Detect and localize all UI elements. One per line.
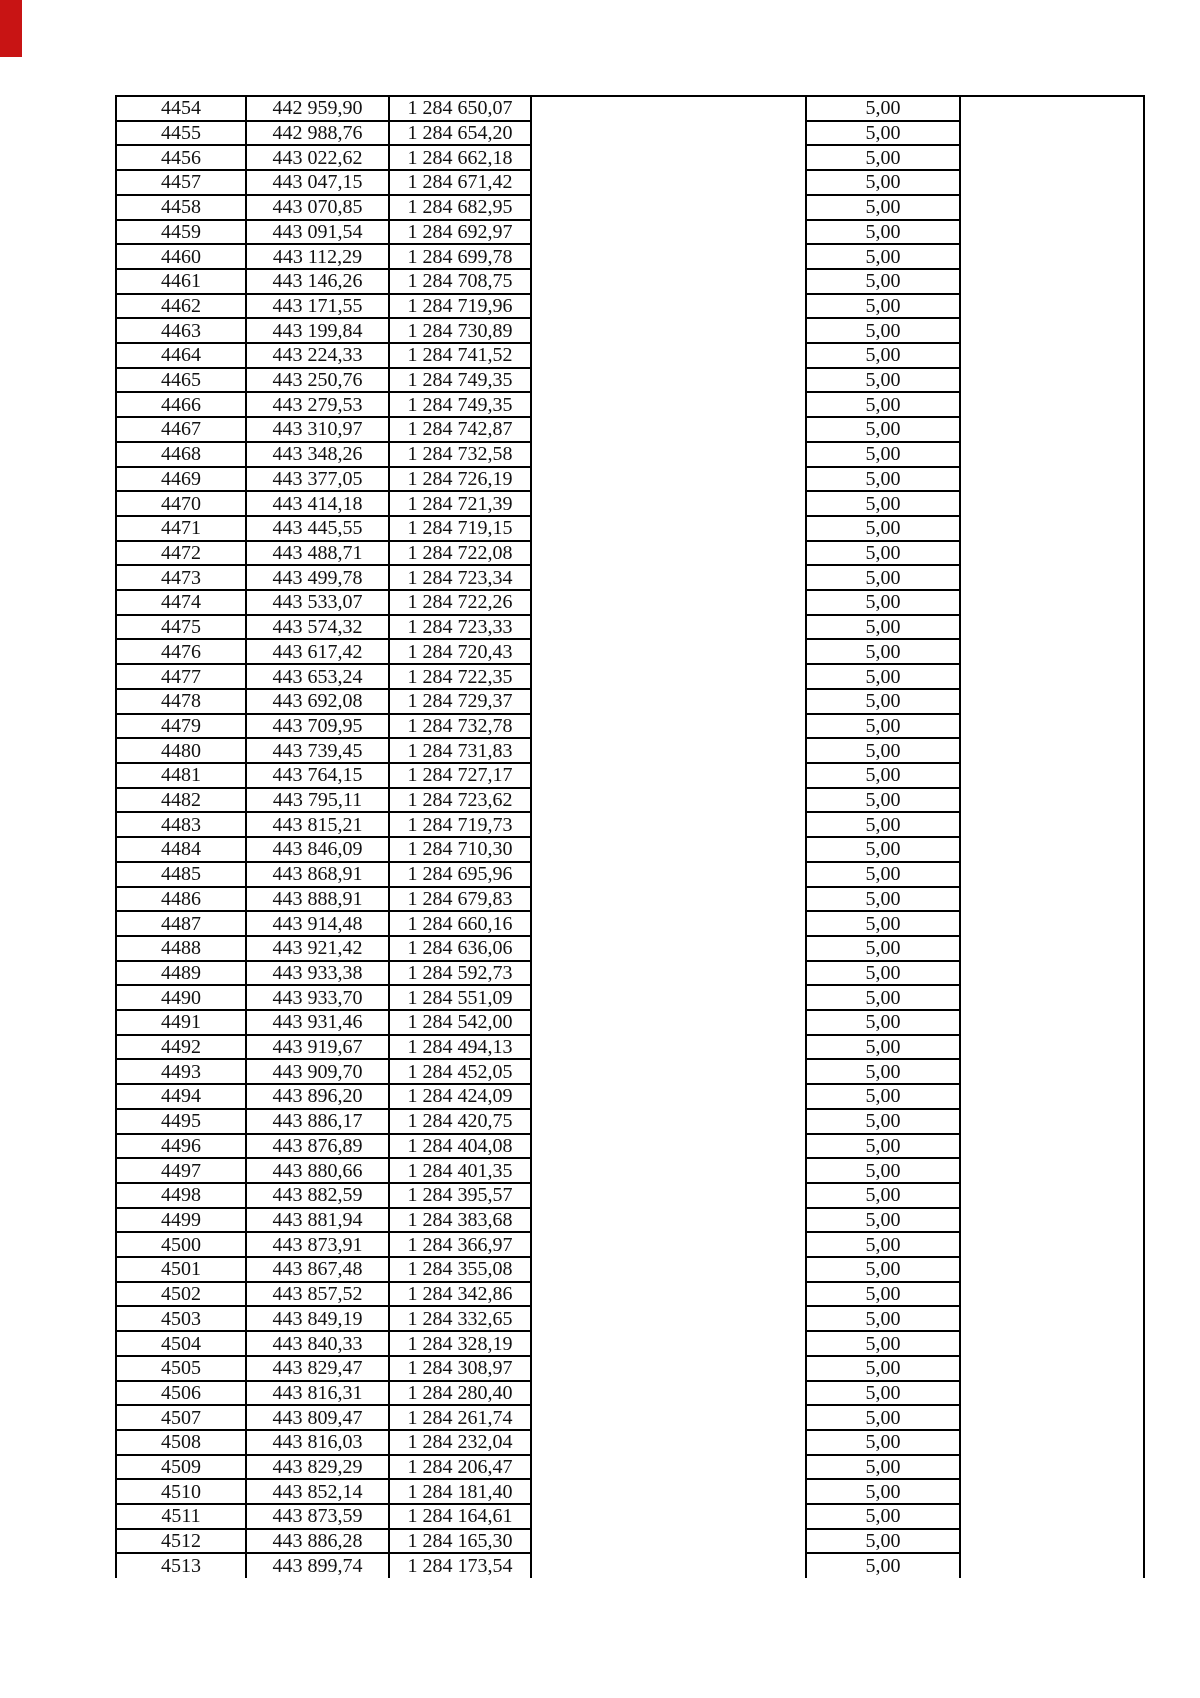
point-number-cell: 4497 xyxy=(116,1158,246,1183)
precision-value-cell: 5,00 xyxy=(806,1109,960,1134)
y-coordinate-cell: 1 284 726,19 xyxy=(389,467,531,492)
x-coordinate-cell: 443 886,28 xyxy=(246,1529,389,1554)
precision-value-cell: 5,00 xyxy=(806,1405,960,1430)
x-coordinate-cell: 443 876,89 xyxy=(246,1134,389,1159)
point-number-cell: 4483 xyxy=(116,812,246,837)
x-coordinate-cell: 443 909,70 xyxy=(246,1059,389,1084)
x-coordinate-cell: 443 840,33 xyxy=(246,1331,389,1356)
x-coordinate-cell: 443 849,19 xyxy=(246,1306,389,1331)
point-number-cell: 4472 xyxy=(116,541,246,566)
y-coordinate-cell: 1 284 699,78 xyxy=(389,244,531,269)
precision-value-cell: 5,00 xyxy=(806,1455,960,1480)
x-coordinate-cell: 443 091,54 xyxy=(246,220,389,245)
precision-value-cell: 5,00 xyxy=(806,1381,960,1406)
y-coordinate-cell: 1 284 494,13 xyxy=(389,1035,531,1060)
point-number-cell: 4466 xyxy=(116,392,246,417)
precision-value-cell: 5,00 xyxy=(806,985,960,1010)
point-number-cell: 4505 xyxy=(116,1356,246,1381)
precision-value-cell: 5,00 xyxy=(806,1331,960,1356)
y-coordinate-cell: 1 284 749,35 xyxy=(389,368,531,393)
y-coordinate-cell: 1 284 452,05 xyxy=(389,1059,531,1084)
precision-value-cell: 5,00 xyxy=(806,738,960,763)
x-coordinate-cell: 443 199,84 xyxy=(246,318,389,343)
x-coordinate-cell: 443 882,59 xyxy=(246,1183,389,1208)
precision-value-cell: 5,00 xyxy=(806,220,960,245)
point-number-cell: 4502 xyxy=(116,1282,246,1307)
point-number-cell: 4506 xyxy=(116,1381,246,1406)
x-coordinate-cell: 443 377,05 xyxy=(246,467,389,492)
precision-value-cell: 5,00 xyxy=(806,1208,960,1233)
y-coordinate-cell: 1 284 722,08 xyxy=(389,541,531,566)
x-coordinate-cell: 443 899,74 xyxy=(246,1553,389,1578)
point-number-cell: 4487 xyxy=(116,911,246,936)
y-coordinate-cell: 1 284 723,34 xyxy=(389,565,531,590)
precision-value-cell: 5,00 xyxy=(806,1282,960,1307)
x-coordinate-cell: 442 959,90 xyxy=(246,96,389,121)
point-number-cell: 4478 xyxy=(116,689,246,714)
point-number-cell: 4495 xyxy=(116,1109,246,1134)
point-number-cell: 4458 xyxy=(116,195,246,220)
y-coordinate-cell: 1 284 551,09 xyxy=(389,985,531,1010)
point-number-cell: 4456 xyxy=(116,145,246,170)
y-coordinate-cell: 1 284 424,09 xyxy=(389,1084,531,1109)
point-number-cell: 4455 xyxy=(116,121,246,146)
point-number-cell: 4492 xyxy=(116,1035,246,1060)
y-coordinate-cell: 1 284 732,78 xyxy=(389,714,531,739)
x-coordinate-cell: 443 310,97 xyxy=(246,417,389,442)
point-number-cell: 4503 xyxy=(116,1306,246,1331)
y-coordinate-cell: 1 284 395,57 xyxy=(389,1183,531,1208)
precision-value-cell: 5,00 xyxy=(806,763,960,788)
spacer-cell xyxy=(531,96,806,1578)
precision-value-cell: 5,00 xyxy=(806,1257,960,1282)
point-number-cell: 4475 xyxy=(116,615,246,640)
precision-value-cell: 5,00 xyxy=(806,837,960,862)
y-coordinate-cell: 1 284 708,75 xyxy=(389,269,531,294)
point-number-cell: 4481 xyxy=(116,763,246,788)
y-coordinate-cell: 1 284 173,54 xyxy=(389,1553,531,1578)
x-coordinate-cell: 443 112,29 xyxy=(246,244,389,269)
point-number-cell: 4494 xyxy=(116,1084,246,1109)
y-coordinate-cell: 1 284 749,35 xyxy=(389,392,531,417)
x-coordinate-cell: 443 852,14 xyxy=(246,1479,389,1504)
x-coordinate-cell: 443 914,48 xyxy=(246,911,389,936)
point-number-cell: 4464 xyxy=(116,343,246,368)
y-coordinate-cell: 1 284 280,40 xyxy=(389,1381,531,1406)
precision-value-cell: 5,00 xyxy=(806,1059,960,1084)
precision-value-cell: 5,00 xyxy=(806,294,960,319)
y-coordinate-cell: 1 284 383,68 xyxy=(389,1208,531,1233)
precision-value-cell: 5,00 xyxy=(806,788,960,813)
x-coordinate-cell: 443 574,32 xyxy=(246,615,389,640)
x-coordinate-cell: 443 764,15 xyxy=(246,763,389,788)
point-number-cell: 4486 xyxy=(116,887,246,912)
precision-value-cell: 5,00 xyxy=(806,565,960,590)
x-coordinate-cell: 443 414,18 xyxy=(246,491,389,516)
y-coordinate-cell: 1 284 679,83 xyxy=(389,887,531,912)
point-number-cell: 4457 xyxy=(116,170,246,195)
point-number-cell: 4463 xyxy=(116,318,246,343)
x-coordinate-cell: 443 533,07 xyxy=(246,590,389,615)
x-coordinate-cell: 443 047,15 xyxy=(246,170,389,195)
x-coordinate-cell: 443 881,94 xyxy=(246,1208,389,1233)
y-coordinate-cell: 1 284 719,96 xyxy=(389,294,531,319)
point-number-cell: 4491 xyxy=(116,1010,246,1035)
y-coordinate-cell: 1 284 720,43 xyxy=(389,639,531,664)
precision-value-cell: 5,00 xyxy=(806,1504,960,1529)
precision-value-cell: 5,00 xyxy=(806,961,960,986)
point-number-cell: 4469 xyxy=(116,467,246,492)
x-coordinate-cell: 443 022,62 xyxy=(246,145,389,170)
x-coordinate-cell: 443 070,85 xyxy=(246,195,389,220)
precision-value-cell: 5,00 xyxy=(806,269,960,294)
precision-value-cell: 5,00 xyxy=(806,714,960,739)
x-coordinate-cell: 443 816,31 xyxy=(246,1381,389,1406)
x-coordinate-cell: 443 857,52 xyxy=(246,1282,389,1307)
x-coordinate-cell: 443 815,21 xyxy=(246,812,389,837)
precision-value-cell: 5,00 xyxy=(806,1134,960,1159)
x-coordinate-cell: 443 279,53 xyxy=(246,392,389,417)
point-number-cell: 4477 xyxy=(116,664,246,689)
y-coordinate-cell: 1 284 723,62 xyxy=(389,788,531,813)
precision-value-cell: 5,00 xyxy=(806,1306,960,1331)
point-number-cell: 4470 xyxy=(116,491,246,516)
y-coordinate-cell: 1 284 328,19 xyxy=(389,1331,531,1356)
y-coordinate-cell: 1 284 206,47 xyxy=(389,1455,531,1480)
point-number-cell: 4485 xyxy=(116,862,246,887)
point-number-cell: 4496 xyxy=(116,1134,246,1159)
point-number-cell: 4513 xyxy=(116,1553,246,1578)
y-coordinate-cell: 1 284 727,17 xyxy=(389,763,531,788)
y-coordinate-cell: 1 284 742,87 xyxy=(389,417,531,442)
coordinate-table xyxy=(115,95,1145,1578)
y-coordinate-cell: 1 284 636,06 xyxy=(389,936,531,961)
x-coordinate-cell: 443 829,47 xyxy=(246,1356,389,1381)
precision-value-cell: 5,00 xyxy=(806,590,960,615)
point-number-cell: 4504 xyxy=(116,1331,246,1356)
precision-value-cell: 5,00 xyxy=(806,170,960,195)
y-coordinate-cell: 1 284 165,30 xyxy=(389,1529,531,1554)
precision-value-cell: 5,00 xyxy=(806,1553,960,1578)
y-coordinate-cell: 1 284 722,26 xyxy=(389,590,531,615)
y-coordinate-cell: 1 284 722,35 xyxy=(389,664,531,689)
x-coordinate-cell: 443 445,55 xyxy=(246,516,389,541)
y-coordinate-cell: 1 284 660,16 xyxy=(389,911,531,936)
precision-value-cell: 5,00 xyxy=(806,1232,960,1257)
coordinate-table-container xyxy=(115,95,1143,1578)
y-coordinate-cell: 1 284 732,58 xyxy=(389,442,531,467)
precision-value-cell: 5,00 xyxy=(806,812,960,837)
point-number-cell: 4511 xyxy=(116,1504,246,1529)
precision-value-cell: 5,00 xyxy=(806,195,960,220)
y-coordinate-cell: 1 284 181,40 xyxy=(389,1479,531,1504)
y-coordinate-cell: 1 284 682,95 xyxy=(389,195,531,220)
precision-value-cell: 5,00 xyxy=(806,516,960,541)
y-coordinate-cell: 1 284 650,07 xyxy=(389,96,531,121)
y-coordinate-cell: 1 284 741,52 xyxy=(389,343,531,368)
precision-value-cell: 5,00 xyxy=(806,467,960,492)
precision-value-cell: 5,00 xyxy=(806,96,960,121)
y-coordinate-cell: 1 284 308,97 xyxy=(389,1356,531,1381)
precision-value-cell: 5,00 xyxy=(806,1479,960,1504)
y-coordinate-cell: 1 284 731,83 xyxy=(389,738,531,763)
table-row xyxy=(116,96,1144,121)
y-coordinate-cell: 1 284 355,08 xyxy=(389,1257,531,1282)
x-coordinate-cell: 443 933,38 xyxy=(246,961,389,986)
y-coordinate-cell: 1 284 719,73 xyxy=(389,812,531,837)
precision-value-cell: 5,00 xyxy=(806,1183,960,1208)
point-number-cell: 4476 xyxy=(116,639,246,664)
precision-value-cell: 5,00 xyxy=(806,1430,960,1455)
y-coordinate-cell: 1 284 404,08 xyxy=(389,1134,531,1159)
y-coordinate-cell: 1 284 232,04 xyxy=(389,1430,531,1455)
point-number-cell: 4508 xyxy=(116,1430,246,1455)
x-coordinate-cell: 443 499,78 xyxy=(246,565,389,590)
precision-value-cell: 5,00 xyxy=(806,244,960,269)
point-number-cell: 4461 xyxy=(116,269,246,294)
point-number-cell: 4468 xyxy=(116,442,246,467)
precision-value-cell: 5,00 xyxy=(806,417,960,442)
precision-value-cell: 5,00 xyxy=(806,689,960,714)
point-number-cell: 4480 xyxy=(116,738,246,763)
x-coordinate-cell: 442 988,76 xyxy=(246,121,389,146)
point-number-cell: 4493 xyxy=(116,1059,246,1084)
point-number-cell: 4499 xyxy=(116,1208,246,1233)
x-coordinate-cell: 443 888,91 xyxy=(246,887,389,912)
x-coordinate-cell: 443 250,76 xyxy=(246,368,389,393)
point-number-cell: 4490 xyxy=(116,985,246,1010)
point-number-cell: 4454 xyxy=(116,96,246,121)
precision-value-cell: 5,00 xyxy=(806,491,960,516)
x-coordinate-cell: 443 829,29 xyxy=(246,1455,389,1480)
point-number-cell: 4489 xyxy=(116,961,246,986)
precision-value-cell: 5,00 xyxy=(806,664,960,689)
y-coordinate-cell: 1 284 261,74 xyxy=(389,1405,531,1430)
y-coordinate-cell: 1 284 401,35 xyxy=(389,1158,531,1183)
x-coordinate-cell: 443 931,46 xyxy=(246,1010,389,1035)
precision-value-cell: 5,00 xyxy=(806,615,960,640)
x-coordinate-cell: 443 933,70 xyxy=(246,985,389,1010)
point-number-cell: 4501 xyxy=(116,1257,246,1282)
y-coordinate-cell: 1 284 721,39 xyxy=(389,491,531,516)
precision-value-cell: 5,00 xyxy=(806,318,960,343)
x-coordinate-cell: 443 809,47 xyxy=(246,1405,389,1430)
precision-value-cell: 5,00 xyxy=(806,862,960,887)
y-coordinate-cell: 1 284 420,75 xyxy=(389,1109,531,1134)
precision-value-cell: 5,00 xyxy=(806,911,960,936)
precision-value-cell: 5,00 xyxy=(806,936,960,961)
x-coordinate-cell: 443 739,45 xyxy=(246,738,389,763)
precision-value-cell: 5,00 xyxy=(806,1084,960,1109)
x-coordinate-cell: 443 795,11 xyxy=(246,788,389,813)
precision-value-cell: 5,00 xyxy=(806,392,960,417)
x-coordinate-cell: 443 488,71 xyxy=(246,541,389,566)
x-coordinate-cell: 443 709,95 xyxy=(246,714,389,739)
x-coordinate-cell: 443 617,42 xyxy=(246,639,389,664)
y-coordinate-cell: 1 284 729,37 xyxy=(389,689,531,714)
y-coordinate-cell: 1 284 710,30 xyxy=(389,837,531,862)
precision-value-cell: 5,00 xyxy=(806,1158,960,1183)
point-number-cell: 4474 xyxy=(116,590,246,615)
point-number-cell: 4462 xyxy=(116,294,246,319)
x-coordinate-cell: 443 873,59 xyxy=(246,1504,389,1529)
precision-value-cell: 5,00 xyxy=(806,442,960,467)
x-coordinate-cell: 443 873,91 xyxy=(246,1232,389,1257)
x-coordinate-cell: 443 816,03 xyxy=(246,1430,389,1455)
precision-value-cell: 5,00 xyxy=(806,121,960,146)
x-coordinate-cell: 443 171,55 xyxy=(246,294,389,319)
point-number-cell: 4512 xyxy=(116,1529,246,1554)
x-coordinate-cell: 443 653,24 xyxy=(246,664,389,689)
y-coordinate-cell: 1 284 719,15 xyxy=(389,516,531,541)
y-coordinate-cell: 1 284 366,97 xyxy=(389,1232,531,1257)
x-coordinate-cell: 443 867,48 xyxy=(246,1257,389,1282)
point-number-cell: 4509 xyxy=(116,1455,246,1480)
y-coordinate-cell: 1 284 723,33 xyxy=(389,615,531,640)
x-coordinate-cell: 443 146,26 xyxy=(246,269,389,294)
point-number-cell: 4467 xyxy=(116,417,246,442)
y-coordinate-cell: 1 284 692,97 xyxy=(389,220,531,245)
precision-value-cell: 5,00 xyxy=(806,343,960,368)
red-scan-artifact xyxy=(0,0,22,57)
x-coordinate-cell: 443 224,33 xyxy=(246,343,389,368)
point-number-cell: 4479 xyxy=(116,714,246,739)
point-number-cell: 4460 xyxy=(116,244,246,269)
y-coordinate-cell: 1 284 164,61 xyxy=(389,1504,531,1529)
point-number-cell: 4510 xyxy=(116,1479,246,1504)
precision-value-cell: 5,00 xyxy=(806,1010,960,1035)
y-coordinate-cell: 1 284 342,86 xyxy=(389,1282,531,1307)
x-coordinate-cell: 443 880,66 xyxy=(246,1158,389,1183)
point-number-cell: 4473 xyxy=(116,565,246,590)
spacer-right-cell xyxy=(960,96,1144,1578)
point-number-cell: 4488 xyxy=(116,936,246,961)
point-number-cell: 4459 xyxy=(116,220,246,245)
point-number-cell: 4500 xyxy=(116,1232,246,1257)
point-number-cell: 4482 xyxy=(116,788,246,813)
precision-value-cell: 5,00 xyxy=(806,1356,960,1381)
y-coordinate-cell: 1 284 730,89 xyxy=(389,318,531,343)
y-coordinate-cell: 1 284 695,96 xyxy=(389,862,531,887)
precision-value-cell: 5,00 xyxy=(806,1529,960,1554)
y-coordinate-cell: 1 284 654,20 xyxy=(389,121,531,146)
point-number-cell: 4498 xyxy=(116,1183,246,1208)
y-coordinate-cell: 1 284 592,73 xyxy=(389,961,531,986)
x-coordinate-cell: 443 692,08 xyxy=(246,689,389,714)
precision-value-cell: 5,00 xyxy=(806,541,960,566)
y-coordinate-cell: 1 284 662,18 xyxy=(389,145,531,170)
point-number-cell: 4507 xyxy=(116,1405,246,1430)
x-coordinate-cell: 443 919,67 xyxy=(246,1035,389,1060)
precision-value-cell: 5,00 xyxy=(806,639,960,664)
point-number-cell: 4471 xyxy=(116,516,246,541)
table-body xyxy=(116,96,1144,1578)
precision-value-cell: 5,00 xyxy=(806,887,960,912)
precision-value-cell: 5,00 xyxy=(806,1035,960,1060)
point-number-cell: 4484 xyxy=(116,837,246,862)
precision-value-cell: 5,00 xyxy=(806,145,960,170)
precision-value-cell: 5,00 xyxy=(806,368,960,393)
y-coordinate-cell: 1 284 542,00 xyxy=(389,1010,531,1035)
y-coordinate-cell: 1 284 332,65 xyxy=(389,1306,531,1331)
point-number-cell: 4465 xyxy=(116,368,246,393)
x-coordinate-cell: 443 868,91 xyxy=(246,862,389,887)
x-coordinate-cell: 443 886,17 xyxy=(246,1109,389,1134)
x-coordinate-cell: 443 348,26 xyxy=(246,442,389,467)
x-coordinate-cell: 443 896,20 xyxy=(246,1084,389,1109)
x-coordinate-cell: 443 846,09 xyxy=(246,837,389,862)
y-coordinate-cell: 1 284 671,42 xyxy=(389,170,531,195)
x-coordinate-cell: 443 921,42 xyxy=(246,936,389,961)
